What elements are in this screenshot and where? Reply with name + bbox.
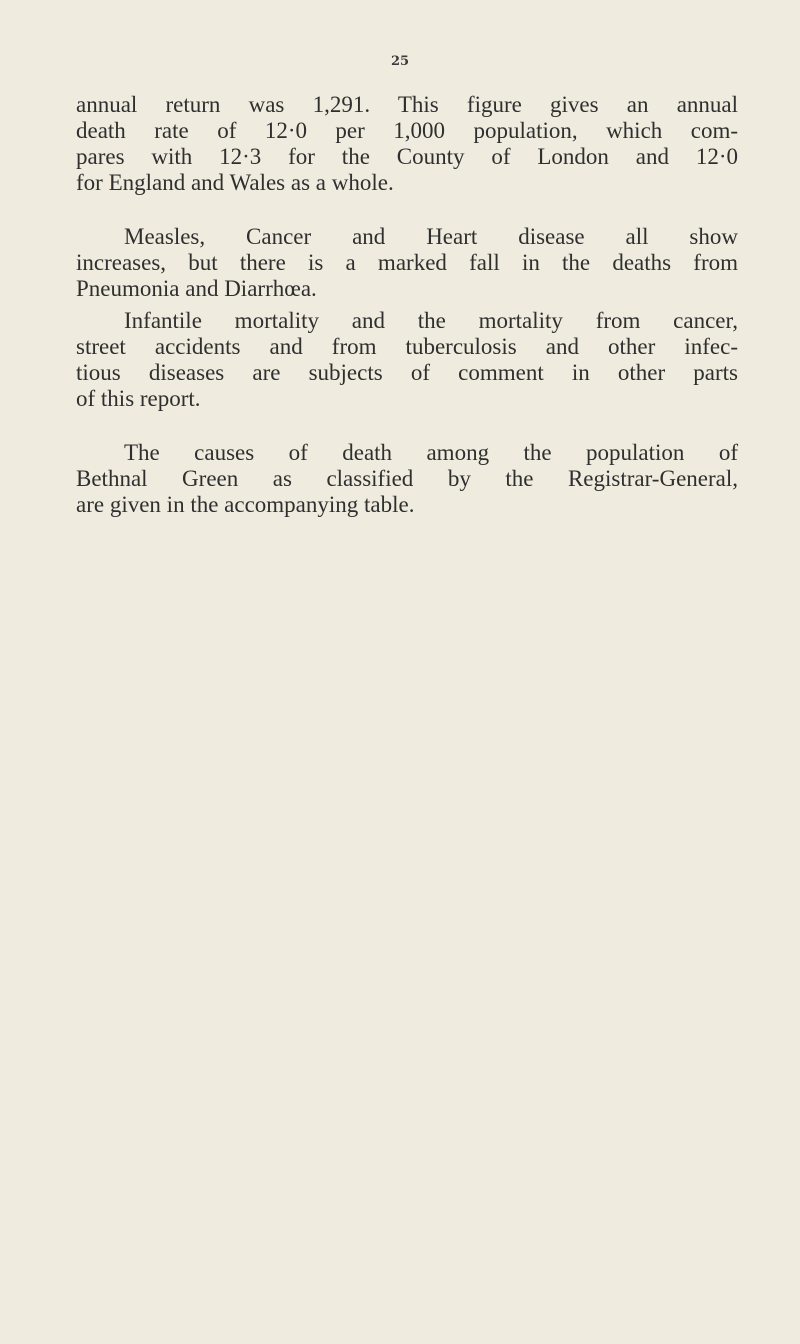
paragraph-mortality-comments bbox=[76, 308, 738, 412]
text-line: The causes of death among the population of bbox=[124, 440, 738, 465]
text-line: are given in the accompanying table. bbox=[76, 492, 415, 517]
text-line: Infantile mortality and the mortality from cancer, bbox=[124, 308, 738, 333]
text-line: street accidents and from tuberculosis and other infec- bbox=[76, 334, 738, 359]
paragraph-disease-trends bbox=[76, 224, 738, 302]
text-line: increases, but there is a marked fall in the deaths from bbox=[76, 250, 738, 275]
paragraph-death-rate bbox=[76, 92, 738, 196]
text-line: Measles, Cancer and Heart disease all show bbox=[124, 224, 738, 249]
text-line: death rate of 12·0 per 1,000 population, which com- bbox=[76, 118, 738, 143]
text-line: Bethnal Green as classified by the Registrar-General, bbox=[76, 466, 738, 491]
text-line: for England and Wales as a whole. bbox=[76, 170, 394, 195]
paragraph-causes-of-death bbox=[76, 440, 738, 518]
text-line: pares with 12·3 for the County of London and 12·0 bbox=[76, 144, 738, 169]
page-number: 25 bbox=[390, 54, 410, 69]
text-line: Pneumonia and Diarrhœa. bbox=[76, 276, 317, 301]
text-line: of this report. bbox=[76, 386, 201, 411]
text-line: tious diseases are subjects of comment in other parts bbox=[76, 360, 738, 385]
text-line: annual return was 1,291. This figure gives an annual bbox=[76, 92, 738, 117]
